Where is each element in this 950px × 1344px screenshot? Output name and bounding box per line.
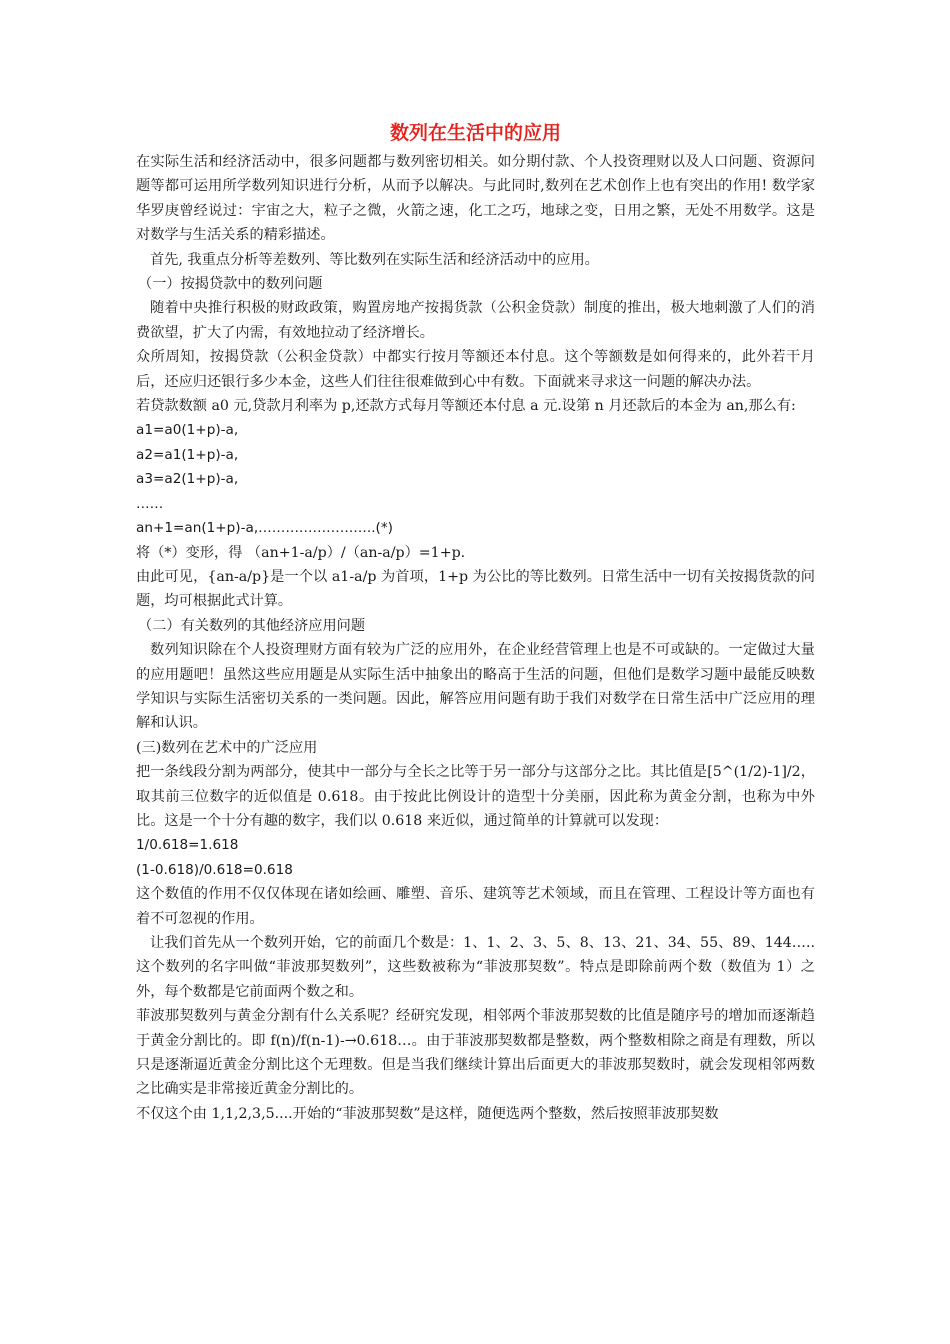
fibonacci-paragraph-1: 让我们首先从一个数列开始，它的前面几个数是：1、1、2、3、5、8、13、21、34、55、89、144…..这个数列的名字叫做“菲波那契数列”，这些数被称为“菲波那契数”。特点是即除前两个数（数值为 1）之外，每个数都是它前面两个数之和。 [136,935,815,1000]
section-heading-2: （二）有关数列的其他经济应用问题 [138,617,366,634]
fibonacci-paragraph-2: 菲波那契数列与黄金分割有什么关系呢？经研究发现，相邻两个菲波那契数的比值是随序号的增加而逐渐趋于黄金分割比的。即 f(n)/f(n-1)-→0.618…。由于菲波那契数都是整数，两个整数相除之商是有理数，所以只是逐渐逼近黄金分割比这个无理数。但是当我们继续计算出后面更大的菲波那契数时，就会发现相邻两数之比确实是非常接近黄金分割比的。 [136,1008,815,1098]
formula-line-4: …… [136,495,164,512]
golden-ratio-paragraph: 把一条线段分割为两部分，使其中一部分与全长之比等于另一部分与这部分之比。其比值是[5^(1/2)-1]/2，取其前三位数字的近似值是 0.618。由于按此比例设计的造型十分美丽，因此称为黄金分割，也称为中外比。这是一个十分有趣的数字，我们以 0.618 来近似，通过简单的计算就可以发现： [136,764,815,829]
formula-line-5: an+1=an(1+p)-a,……………………..(*) [136,520,393,537]
conclusion-paragraph: 由此可见，{an-a/p}是一个以 a1-a/p 为首项，1+p 为公比的等比数列。日常生活中一切有关按揭货款的问题，均可根据此式计算。 [136,568,815,610]
intro-paragraph: 在实际生活和经济活动中，很多问题都与数列密切相关。如分期付款、个人投资理财以及人口问题、资源问题等都可运用所学数列知识进行分析，从而予以解决。与此同时,数列在艺术创作上也有突出的作用! 数学家华罗庚曾经说过：宇宙之大，粒子之微，火箭之速，化工之巧，地球之变，日用之繁，无处不用数学。这是对数学与生活关系的精彩描述。 [136,154,815,244]
section-heading-3: (三)数列在艺术中的广泛应用 [136,739,318,756]
mortgage-paragraph-2: 众所周知，按揭贷款（公积金贷款）中都实行按月等额还本付息。这个等额数是如何得来的，此外若干月后，还应归还银行多少本金，这些人们往往很难做到心中有数。下面就来寻求这一问题的解决办法。 [136,349,815,390]
fibonacci-paragraph-3: 不仅这个由 1,1,2,3,5....开始的“菲波那契数”是这样，随便选两个整数，然后按照菲波那契数 [136,1105,719,1122]
formula-line-7: (1-0.618)/0.618=0.618 [136,861,293,878]
formula-line-2: a2=a1(1+p)-a, [136,446,239,463]
golden-ratio-usage-paragraph: 这个数值的作用不仅仅体现在诸如绘画、雕塑、音乐、建筑等艺术领域，而且在管理、工程设计等方面也有着不可忽视的作用。 [136,886,815,927]
overview-paragraph: 首先, 我重点分析等差数列、等比数列在实际生活和经济活动中的应用。 [150,251,599,268]
mortgage-paragraph-1: 随着中央推行积极的财政政策，购置房地产按揭货款（公积金贷款）制度的推出，极大地刺激了人们的消费欲望，扩大了内需，有效地拉动了经济增长。 [136,300,815,341]
economics-paragraph: 数列知识除在个人投资理财方面有较为广泛的应用外，在企业经营管理上也是不可或缺的。一定做过大量的应用题吧！虽然这些应用题是从实际生活中抽象出的略高于生活的问题，但他们是数学习题中最能反映数学知识与实际生活密切关系的一类问题。因此，解答应用问题有助于我们对数学在日常生活中广泛应用的理解和认识。 [136,642,815,732]
section-heading-1: （一）按揭贷款中的数列问题 [138,276,323,293]
transform-paragraph: 将（*）变形，得 （an+1-a/p）/（an-a/p）=1+p. [136,544,466,561]
formula-line-3: a3=a2(1+p)-a, [136,471,239,488]
formula-line-1: a1=a0(1+p)-a, [136,422,239,439]
formula-line-6: 1/0.618=1.618 [136,837,239,854]
document-title: 数列在生活中的应用 [389,122,561,144]
document-page [136,118,815,1126]
mortgage-paragraph-3: 若贷款数额 a0 元,贷款月利率为 p,还款方式每月等额还本付息 a 元.设第 n 月还款后的本金为 an,那么有: [136,398,796,415]
